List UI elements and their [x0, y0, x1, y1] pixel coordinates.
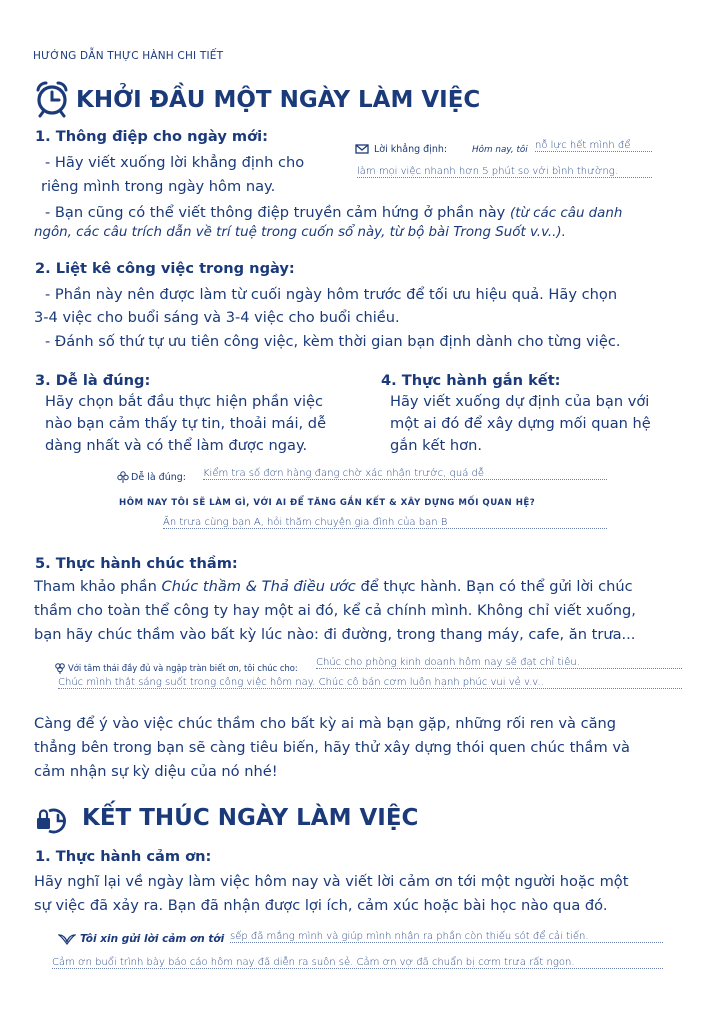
item1-line3-text: - Bạn cũng có thể viết thông điệp truyền cảm hứng ở phần này: [45, 204, 506, 221]
page-header-note: HƯỚNG DẪN THỰC HÀNH CHI TIẾT: [33, 50, 224, 62]
wish-handwriting-1: Chúc cho phòng kinh doanh hôm nay sẽ đạt chỉ tiêu.: [316, 657, 682, 669]
item5-line2: thầm cho toàn thể công ty hay một ai đó, kể cả chính mình. Không chỉ viết xuống,: [34, 602, 636, 619]
clover-icon: [54, 662, 66, 674]
connection-question: HÔM NAY TÔI SẼ LÀM GÌ, VỚI AI ĐỂ TĂNG GẮN KẾT & XÂY DỰNG MỐI QUAN HỆ?: [119, 498, 536, 508]
connection-handwriting: Ăn trưa cùng bạn A, hỏi thăm chuyện gia đình của bạn B: [163, 517, 607, 529]
alarm-clock-icon: [32, 78, 72, 118]
item2-line1: - Phần này nên được làm từ cuối ngày hôm trước để tối ưu hiệu quả. Hãy chọn: [45, 286, 618, 303]
wish-handwriting-2: Chúc mình thật sáng suốt trong công việc hôm nay. Chúc cô bán cơm luôn hạnh phúc vui vẻ v.v..: [58, 677, 682, 689]
item2-line2: 3-4 việc cho buổi sáng và 3-4 việc cho buổi chiều.: [34, 309, 400, 326]
item5-para1: Càng để ý vào việc chúc thầm cho bất kỳ ai mà bạn gặp, những rối ren và căng: [34, 715, 617, 732]
affirmation-label: Lời khẳng định:: [374, 144, 448, 155]
thanks-handwriting-1: sếp đã mắng mình và giúp mình nhận ra phần còn thiếu sót để cải tiến.: [230, 931, 663, 943]
item5-line1-b: Chúc thầm & Thả điều ước: [161, 578, 356, 595]
item2-heading: 2. Liệt kê công việc trong ngày:: [35, 260, 295, 277]
envelope-icon: [355, 143, 369, 155]
item3-line2: nào bạn cảm thấy tự tin, thoải mái, dễ: [45, 415, 327, 432]
thanks-heading: 1. Thực hành cảm ơn:: [35, 848, 212, 865]
section-title-end-day: KẾT THÚC NGÀY LÀM VIỆC: [82, 805, 419, 831]
item3-line3: dàng nhất và có thể làm được ngay.: [45, 437, 308, 454]
item1-line1: - Hãy viết xuống lời khẳng định cho: [45, 154, 305, 171]
thanks-handwriting-2: Cảm ơn buổi trình bày báo cáo hôm nay đã diễn ra suôn sẻ. Cảm ơn vợ đã chuẩn bị cơm trưa rất ngon.: [52, 957, 663, 969]
item3-heading: 3. Dễ là đúng:: [35, 372, 151, 389]
thanks-line1: Hãy nghĩ lại về ngày làm việc hôm nay và viết lời cảm ơn tới một người hoặc một: [34, 873, 629, 890]
item5-line1-a: Tham khảo phần: [34, 578, 157, 595]
item4-line2: một ai đó để xây dựng mối quan hệ: [390, 415, 651, 432]
affirmation-prefix: Hôm nay, tôi: [472, 145, 528, 155]
thanks-label: Tôi xin gửi lời cảm ơn tới: [80, 933, 225, 945]
item1-heading: 1. Thông điệp cho ngày mới:: [35, 128, 268, 145]
affirmation-handwriting-2: làm mọi việc nhanh hơn 5 phút so với bình thường.: [357, 166, 652, 178]
bird-icon: [58, 932, 76, 946]
item5-line1: [34, 575, 633, 599]
item5-line3: bạn hãy chúc thầm vào bất kỳ lúc nào: đi đường, trong thang máy, cafe, ăn trưa...: [34, 626, 636, 643]
lock-clock-icon: [36, 806, 70, 834]
item1-line2: riêng mình trong ngày hôm nay.: [41, 178, 276, 195]
flower-icon: [117, 471, 129, 483]
thanks-line2: sự việc đã xảy ra. Bạn đã nhận được lợi ích, cảm xúc hoặc bài học nào qua đó.: [34, 897, 608, 914]
item5-para2: thẳng bên trong bạn sẽ càng tiêu biến, hãy thử xây dựng thói quen chúc thầm và: [34, 739, 630, 756]
easy-right-label: Dễ là đúng:: [131, 472, 186, 483]
item3-line1: Hãy chọn bắt đầu thực hiện phần việc: [45, 393, 324, 410]
affirmation-handwriting-1: nỗ lực hết mình để: [535, 140, 652, 152]
item2-line3: - Đánh số thứ tự ưu tiên công việc, kèm thời gian bạn định dành cho từng việc.: [45, 333, 621, 350]
item1-line4: ngôn, các câu trích dẫn về trí tuệ trong cuốn sổ này, từ bộ bài Trong Suốt v.v..).: [34, 225, 566, 240]
item4-line1: Hãy viết xuống dự định của bạn với: [390, 393, 650, 410]
wish-label: Với tâm thái đầy đủ và ngập tràn biết ơn, tôi chúc cho:: [68, 663, 298, 673]
item5-para3: cảm nhận sự kỳ diệu của nó nhé!: [34, 763, 278, 780]
item1-line3-italic: (từ các câu danh: [509, 206, 623, 221]
easy-right-handwriting: Kiểm tra số đơn hàng đang chờ xác nhận trước, quá dễ: [203, 468, 607, 480]
section-title-start-day: KHỞI ĐẦU MỘT NGÀY LÀM VIỆC: [76, 87, 481, 113]
item4-line3: gắn kết hơn.: [390, 437, 482, 454]
item5-heading: 5. Thực hành chúc thầm:: [35, 555, 238, 572]
item5-line1-c: để thực hành. Bạn có thể gửi lời chúc: [360, 578, 633, 595]
item4-heading: 4. Thực hành gắn kết:: [381, 372, 561, 389]
